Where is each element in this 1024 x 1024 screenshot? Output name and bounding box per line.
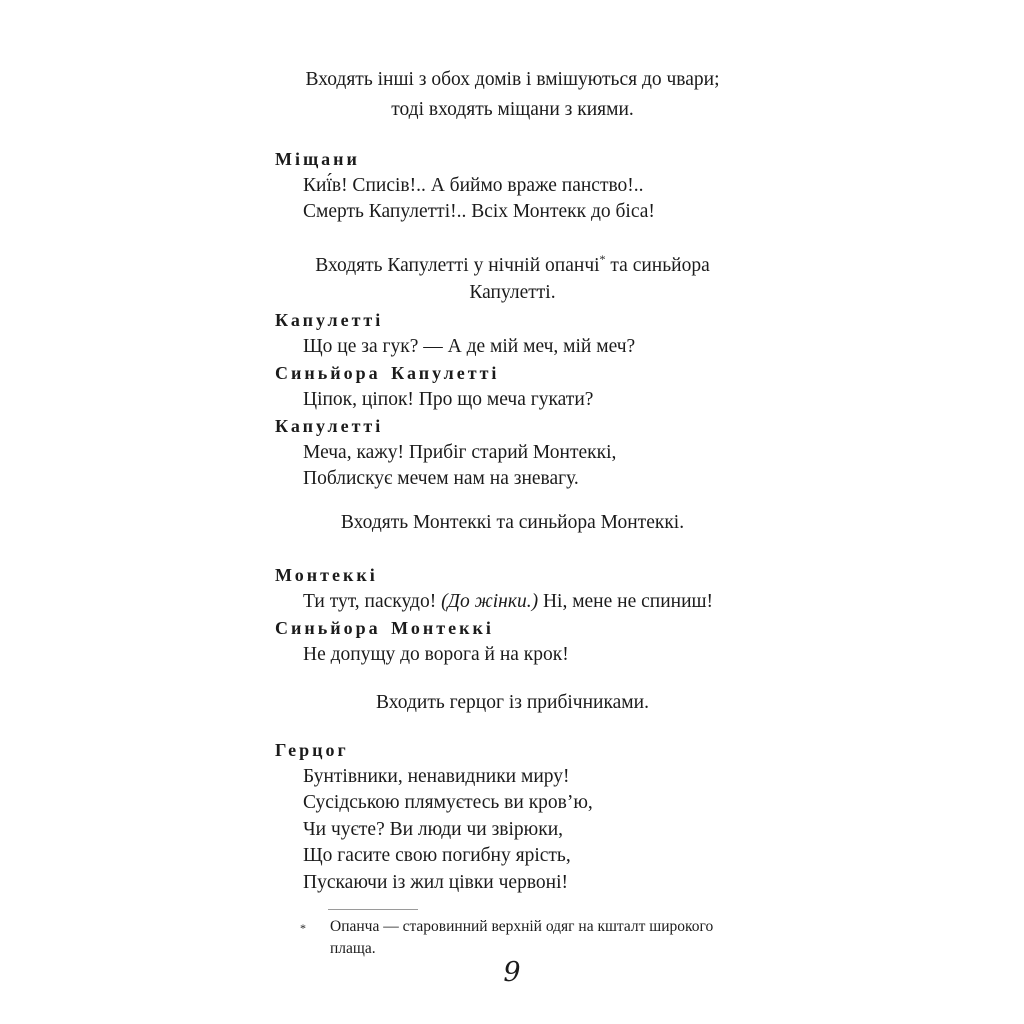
speaker-name: Герцог — [275, 740, 349, 760]
dialogue-line: Не допущу до ворога й на крок! — [303, 643, 569, 665]
speaker-name: Монтеккі — [275, 565, 378, 585]
dialogue-line: Ціпок, ціпок! Про що меча гукати? — [303, 388, 594, 410]
dialogue-line: Що гасите свою погибну ярість, — [303, 845, 571, 866]
dialogue-text: Ти тут, паскудо! — [303, 590, 442, 612]
dialogue-line: Що це за гук? — А де мій меч, мій меч? — [303, 335, 636, 357]
footnote — [275, 909, 750, 960]
stage-direction-montague-enter: Входять Монтеккі та синьйора Монтеккі. — [340, 512, 685, 533]
page-number: 9 — [503, 957, 521, 988]
speaker-name: Синьйора Монтеккі — [275, 618, 494, 638]
stage-direction-text: Входять Капулетті у нічній опанчі — [315, 255, 600, 276]
dialogue-line: Поблискує мечем нам на зневагу. — [303, 468, 579, 489]
dialogue-line: Пускаючи із жил цівки червоні! — [303, 871, 569, 893]
inline-stage-note: (До жінки.) — [441, 590, 539, 612]
dialogue-text: Ні, мене не спиниш! — [538, 590, 714, 612]
stage-direction-capulet-enter — [275, 253, 750, 306]
footnote-ref-asterisk: * — [599, 251, 606, 266]
dialogue-line: Меча, кажу! Прибіг старий Монтеккі, — [303, 441, 617, 463]
speaker-name: Капулетті — [275, 310, 384, 330]
footnote-row — [275, 916, 750, 960]
speech-group-capulet — [275, 307, 750, 493]
footnote-text: Опанча — старовинний верхній одяг на кшталт широкого плаща. — [330, 918, 714, 957]
speech-citizens — [275, 146, 750, 226]
stage-direction-prince-enter: Входить герцог із прибічниками. — [376, 692, 649, 713]
footnote-marker: * — [300, 921, 306, 935]
stage-direction-opening — [275, 65, 750, 125]
speech-prince — [275, 737, 750, 896]
stage-direction-text: та синьйора Капулетті. — [469, 255, 710, 303]
speech-group-montague — [275, 562, 750, 668]
dialogue-line: Киї́в! Списів!.. А биймо враже панство!.. — [303, 174, 644, 196]
dialogue-line — [275, 589, 750, 616]
footnote-divider — [328, 909, 418, 910]
speaker-name: Капулетті — [275, 416, 384, 436]
dialogue-line: Чи чуєте? Ви люди чи звірюки, — [303, 818, 564, 840]
dialogue-line: Смерть Капулетті!.. Всіх Монтекк до біса! — [303, 201, 655, 222]
dialogue-line: Сусідською плямуєтесь ви кров’ю, — [303, 792, 593, 813]
stage-direction-line: тоді входять міщани з киями. — [391, 99, 634, 120]
speaker-name: Міщани — [275, 149, 360, 169]
speaker-name: Синьйора Капулетті — [275, 363, 500, 383]
dialogue-line: Бунтівники, ненавидники миру! — [303, 765, 570, 787]
stage-direction-line: Входять інші з обох домів і вмішуються до чвари; — [305, 69, 720, 90]
